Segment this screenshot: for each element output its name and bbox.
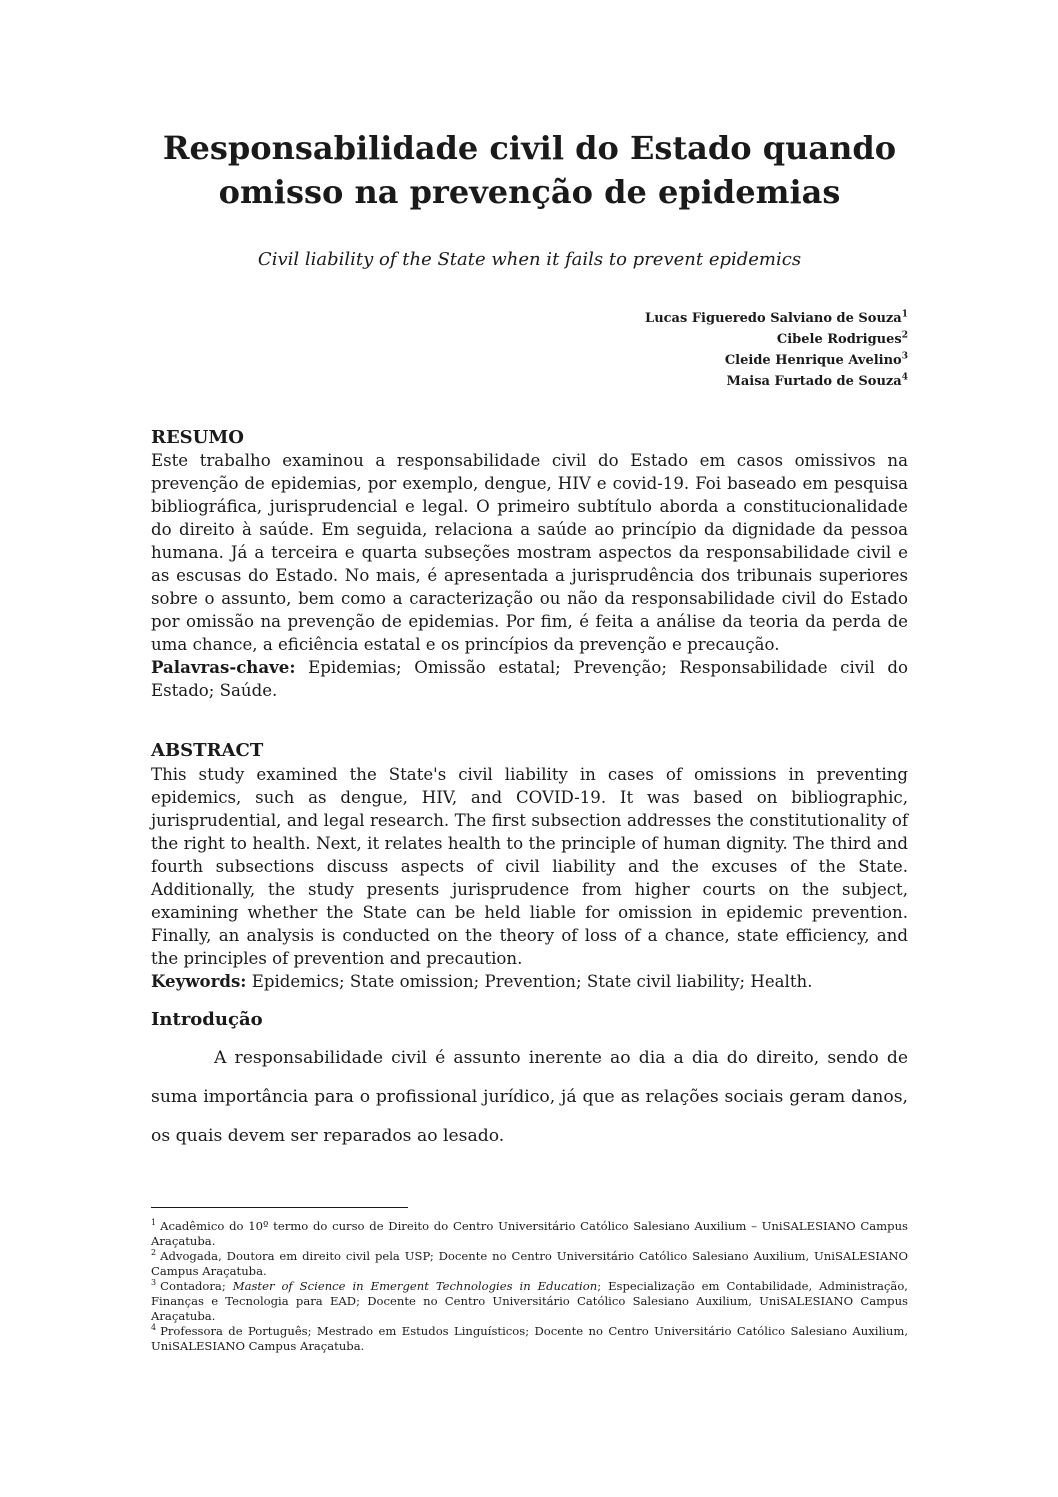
paper-title [151, 126, 908, 214]
paper-title-line-1: Responsabilidade civil do Estado quando [162, 129, 897, 167]
author-entry: Cibele Rodrigues$^2$ [776, 330, 908, 347]
author-list [645, 308, 908, 392]
abstract-section [151, 763, 908, 993]
introduction-heading: Introdução [151, 1009, 263, 1030]
keywords-label: Keywords: [151, 971, 247, 991]
keywords-value: Epidemics; State omission; Prevention; State civil liability; Health. [251, 972, 813, 991]
document-page [151, 0, 908, 1497]
resumo-section [151, 449, 908, 702]
resumo-keywords [151, 656, 908, 702]
abstract-keywords [151, 970, 908, 993]
footnote-ref: 1 [901, 309, 908, 320]
footnote-ref: 4 [901, 372, 908, 383]
footnote-ref: 2 [901, 330, 908, 341]
author-entry: Lucas Figueredo Salviano de Souza$^1$ [645, 309, 908, 326]
footnote-3: $^3$ Contadora; Master of Science in Emergent Technologies in Education; Especialização em Contabilidade, Administração, Finanças e Tecnologia para EAD; Docente no Centro Universitário Católico Salesiano Auxilium, UniSALESIANO Campus Araçatuba. [151, 1278, 908, 1323]
paper-title-line-2: omisso na prevenção de epidemias [218, 173, 841, 211]
footnote-ref: 3 [901, 351, 908, 362]
keywords-value: Epidemias; Omissão estatal; Prevenção; Responsabilidade civil do Estado; Saúde. [151, 658, 908, 700]
paper-subtitle: Civil liability of the State when it fails to prevent epidemics [257, 249, 802, 270]
introduction-paragraph: A responsabilidade civil é assunto inerente ao dia a dia do direito, sendo de suma importância para o profissional jurídico, já que as relações sociais geram danos, os quais devem ser reparados ao lesado. [151, 1048, 908, 1146]
footnotes [151, 1219, 908, 1354]
footnote-4: $^4$ Professora de Português; Mestrado em Estudos Linguísticos; Docente no Centro Universitário Católico Salesiano Auxilium, UniSALESIANO Campus Araçatuba. [151, 1323, 908, 1353]
footnote-1: $^1$ Acadêmico do 10º termo do curso de Direito do Centro Universitário Católico Salesiano Auxilium – UniSALESIANO Campus Araçatuba. [151, 1218, 908, 1248]
footnote-2: $^2$ Advogada, Doutora em direito civil pela USP; Docente no Centro Universitário Católico Salesiano Auxilium, UniSALESIANO Campus Araçatuba. [151, 1248, 908, 1278]
footnote-divider [151, 1207, 408, 1208]
keywords-label: Palavras-chave: [151, 657, 296, 677]
abstract-text: This study examined the State's civil liability in cases of omissions in preventing epidemics, such as dengue, HIV, and COVID-19. It was based on bibliographic, jurisprudential, and legal research. The first subsection addresses the constitutionality of the right to health. Next, it relates health to the principle of human dignity. The third and fourth subsections discuss aspects of civil liability and the excuses of the State. Additionally, the study presents jurisprudence from higher courts on the subject, examining whether the State can be held liable for omission in epidemic prevention. Finally, an analysis is conducted on the theory of loss of a chance, state efficiency, and the principles of prevention and precaution. [151, 765, 908, 968]
author-entry: Cleide Henrique Avelino$^3$ [724, 351, 908, 368]
abstract-heading: ABSTRACT [151, 740, 264, 761]
resumo-heading: RESUMO [151, 427, 244, 448]
author-entry: Maisa Furtado de Souza$^4$ [726, 372, 908, 389]
resumo-text: Este trabalho examinou a responsabilidade civil do Estado em casos omissivos na prevenção de epidemias, por exemplo, dengue, HIV e covid-19. Foi baseado em pesquisa bibliográfica, jurisprudencial e legal. O primeiro subtítulo aborda a constitucionalidade do direito à saúde. Em seguida, relaciona a saúde ao princípio da dignidade da pessoa humana. Já a terceira e quarta subseções mostram aspectos da responsabilidade civil e as escusas do Estado. No mais, é apresentada a jurisprudência dos tribunais superiores sobre o assunto, bem como a caracterização ou não da responsabilidade civil do Estado por omissão na prevenção de epidemias. Por fim, é feita a análise da teoria da perda de uma chance, a eficiência estatal e os princípios da prevenção e precaução. [151, 451, 908, 654]
